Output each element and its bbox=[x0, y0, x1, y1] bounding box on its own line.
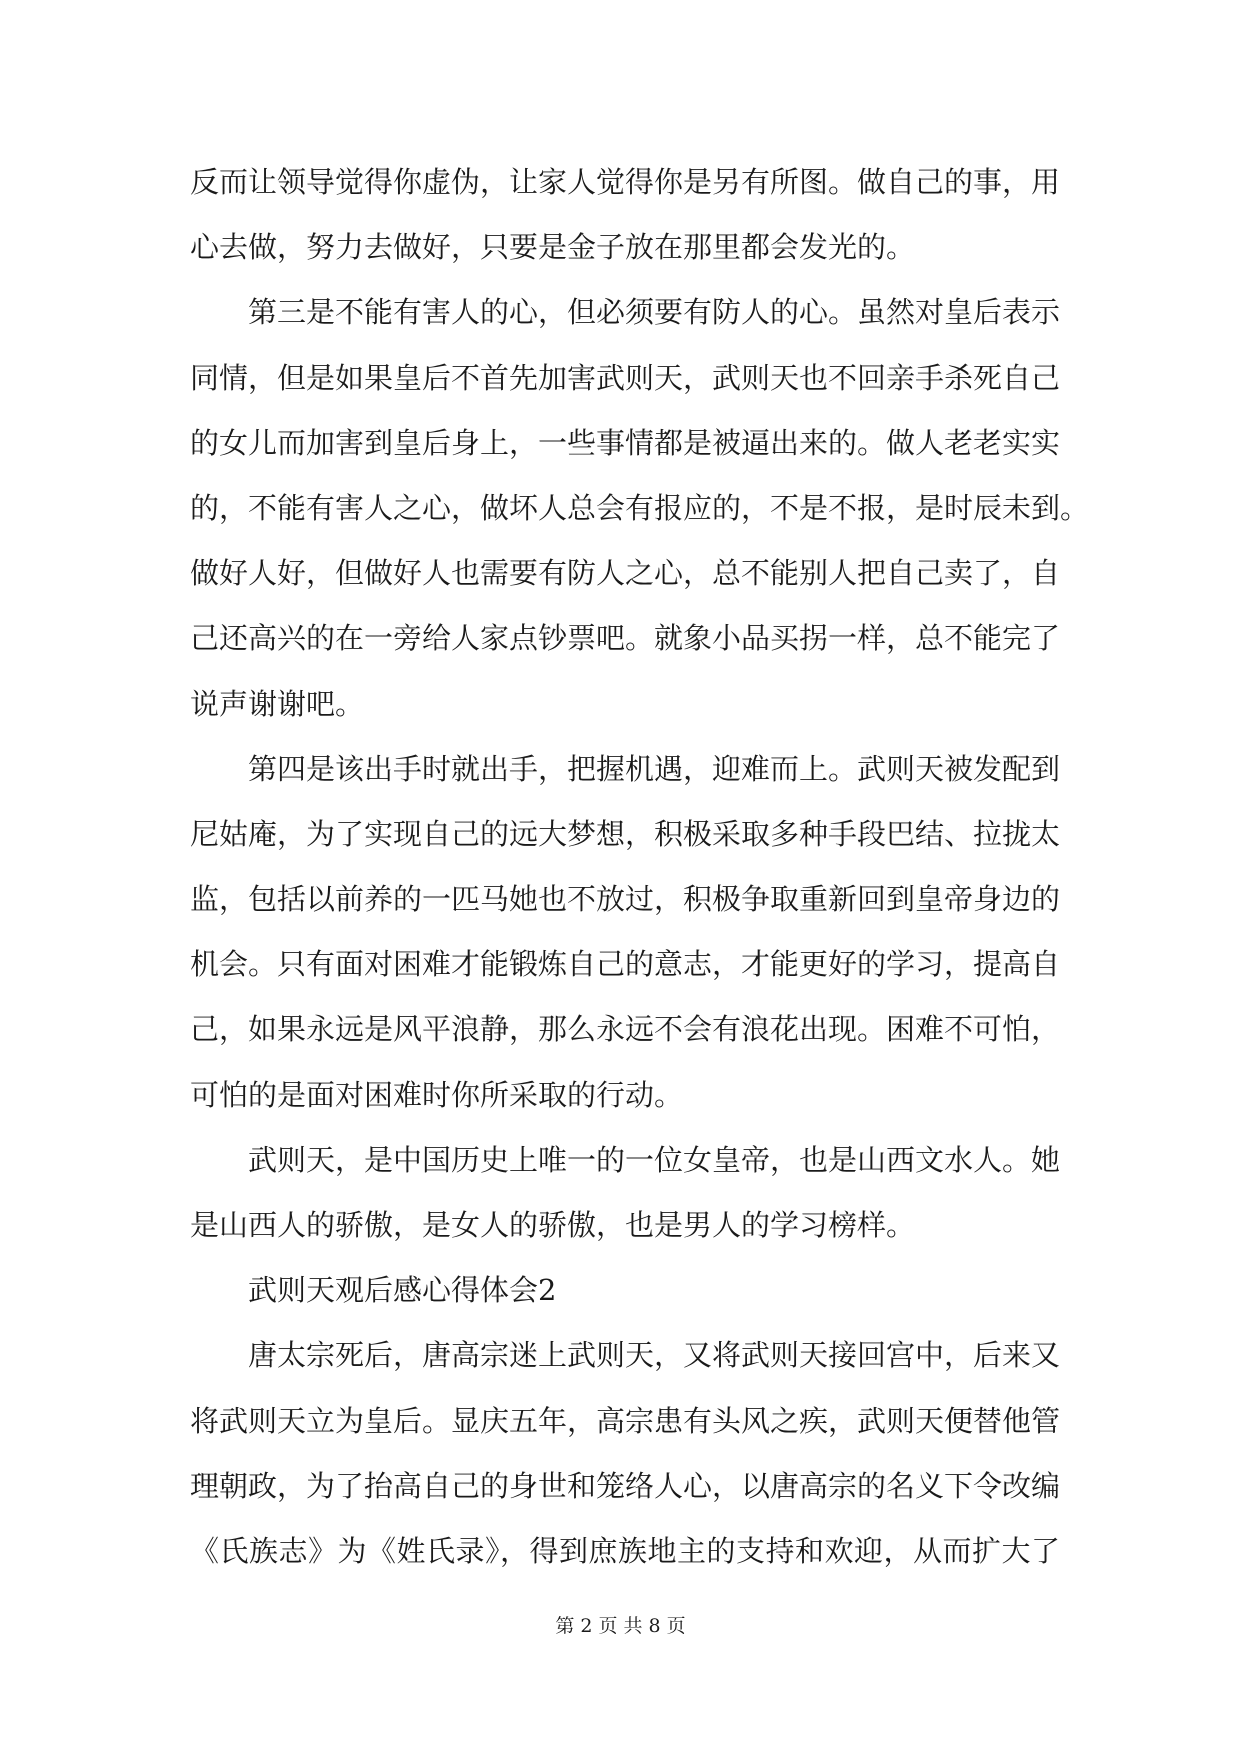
paragraph-line: 理朝政，为了抬高自己的身世和笼络人心，以唐高宗的名义下令改编 bbox=[190, 1468, 1061, 1503]
paragraph-line: 武则天，是中国历史上唯一的一位女皇帝，也是山西文水人。她 bbox=[248, 1142, 1061, 1177]
paragraph-line: 是山西人的骄傲，是女人的骄傲，也是男人的学习榜样。 bbox=[190, 1208, 916, 1242]
paragraph-line: 说声谢谢吧。 bbox=[190, 686, 365, 721]
paragraph-line: 机会。只有面对困难才能锻炼自己的意志，才能更好的学习，提高自 bbox=[190, 947, 1061, 982]
paragraph-line: 的，不能有害人之心，做坏人总会有报应的，不是不报，是时辰未到。 bbox=[190, 490, 1090, 525]
paragraph-line: 同情，但是如果皇后不首先加害武则天，武则天也不回亲手杀死自己 bbox=[190, 360, 1061, 395]
paragraph-line: 《氏族志》为《姓氏录》，得到庶族地主的支持和欢迎，从而扩大了 bbox=[190, 1533, 1060, 1568]
paragraph-line: 第四是该出手时就出手，把握机遇，迎难而上。武则天被发配到 bbox=[248, 751, 1061, 786]
paragraph-line: 己，如果永远是风平浪静，那么永远不会有浪花出现。困难不可怕， bbox=[190, 1012, 1061, 1047]
paragraph-line: 的女儿而加害到皇后身上，一些事情都是被逼出来的。做人老老实实 bbox=[190, 425, 1061, 460]
paragraph-line: 唐太宗死后，唐高宗迷上武则天，又将武则天接回宫中，后来又 bbox=[248, 1338, 1061, 1373]
paragraph-line: 尼姑庵，为了实现自己的远大梦想，积极采取多种手段巴结、拉拢太 bbox=[190, 816, 1061, 851]
paragraph-line: 可怕的是面对困难时你所采取的行动。 bbox=[190, 1077, 684, 1112]
document-body bbox=[190, 150, 1090, 1584]
paragraph-line: 监，包括以前养的一匹马她也不放过，积极争取重新回到皇帝身边的 bbox=[190, 882, 1061, 917]
paragraph-line: 第三是不能有害人的心，但必须要有防人的心。虽然对皇后表示 bbox=[248, 295, 1061, 330]
section-heading: 武则天观后感心得体会2 bbox=[248, 1273, 557, 1308]
paragraph-line: 做好人好，但做好人也需要有防人之心，总不能别人把自己卖了，自 bbox=[190, 556, 1061, 591]
page-number-footer: 第 2 页 共 8 页 bbox=[555, 1615, 686, 1637]
paragraph-line: 心去做，努力去做好，只要是金子放在那里都会发光的。 bbox=[190, 230, 916, 265]
paragraph-line: 将武则天立为皇后。显庆五年，高宗患有头风之疾，武则天便替他管 bbox=[190, 1403, 1061, 1438]
paragraph-line: 反而让领导觉得你虚伪，让家人觉得你是另有所图。做自己的事，用 bbox=[190, 165, 1061, 199]
paragraph-line: 己还高兴的在一旁给人家点钞票吧。就象小品买拐一样，总不能完了 bbox=[190, 621, 1061, 656]
